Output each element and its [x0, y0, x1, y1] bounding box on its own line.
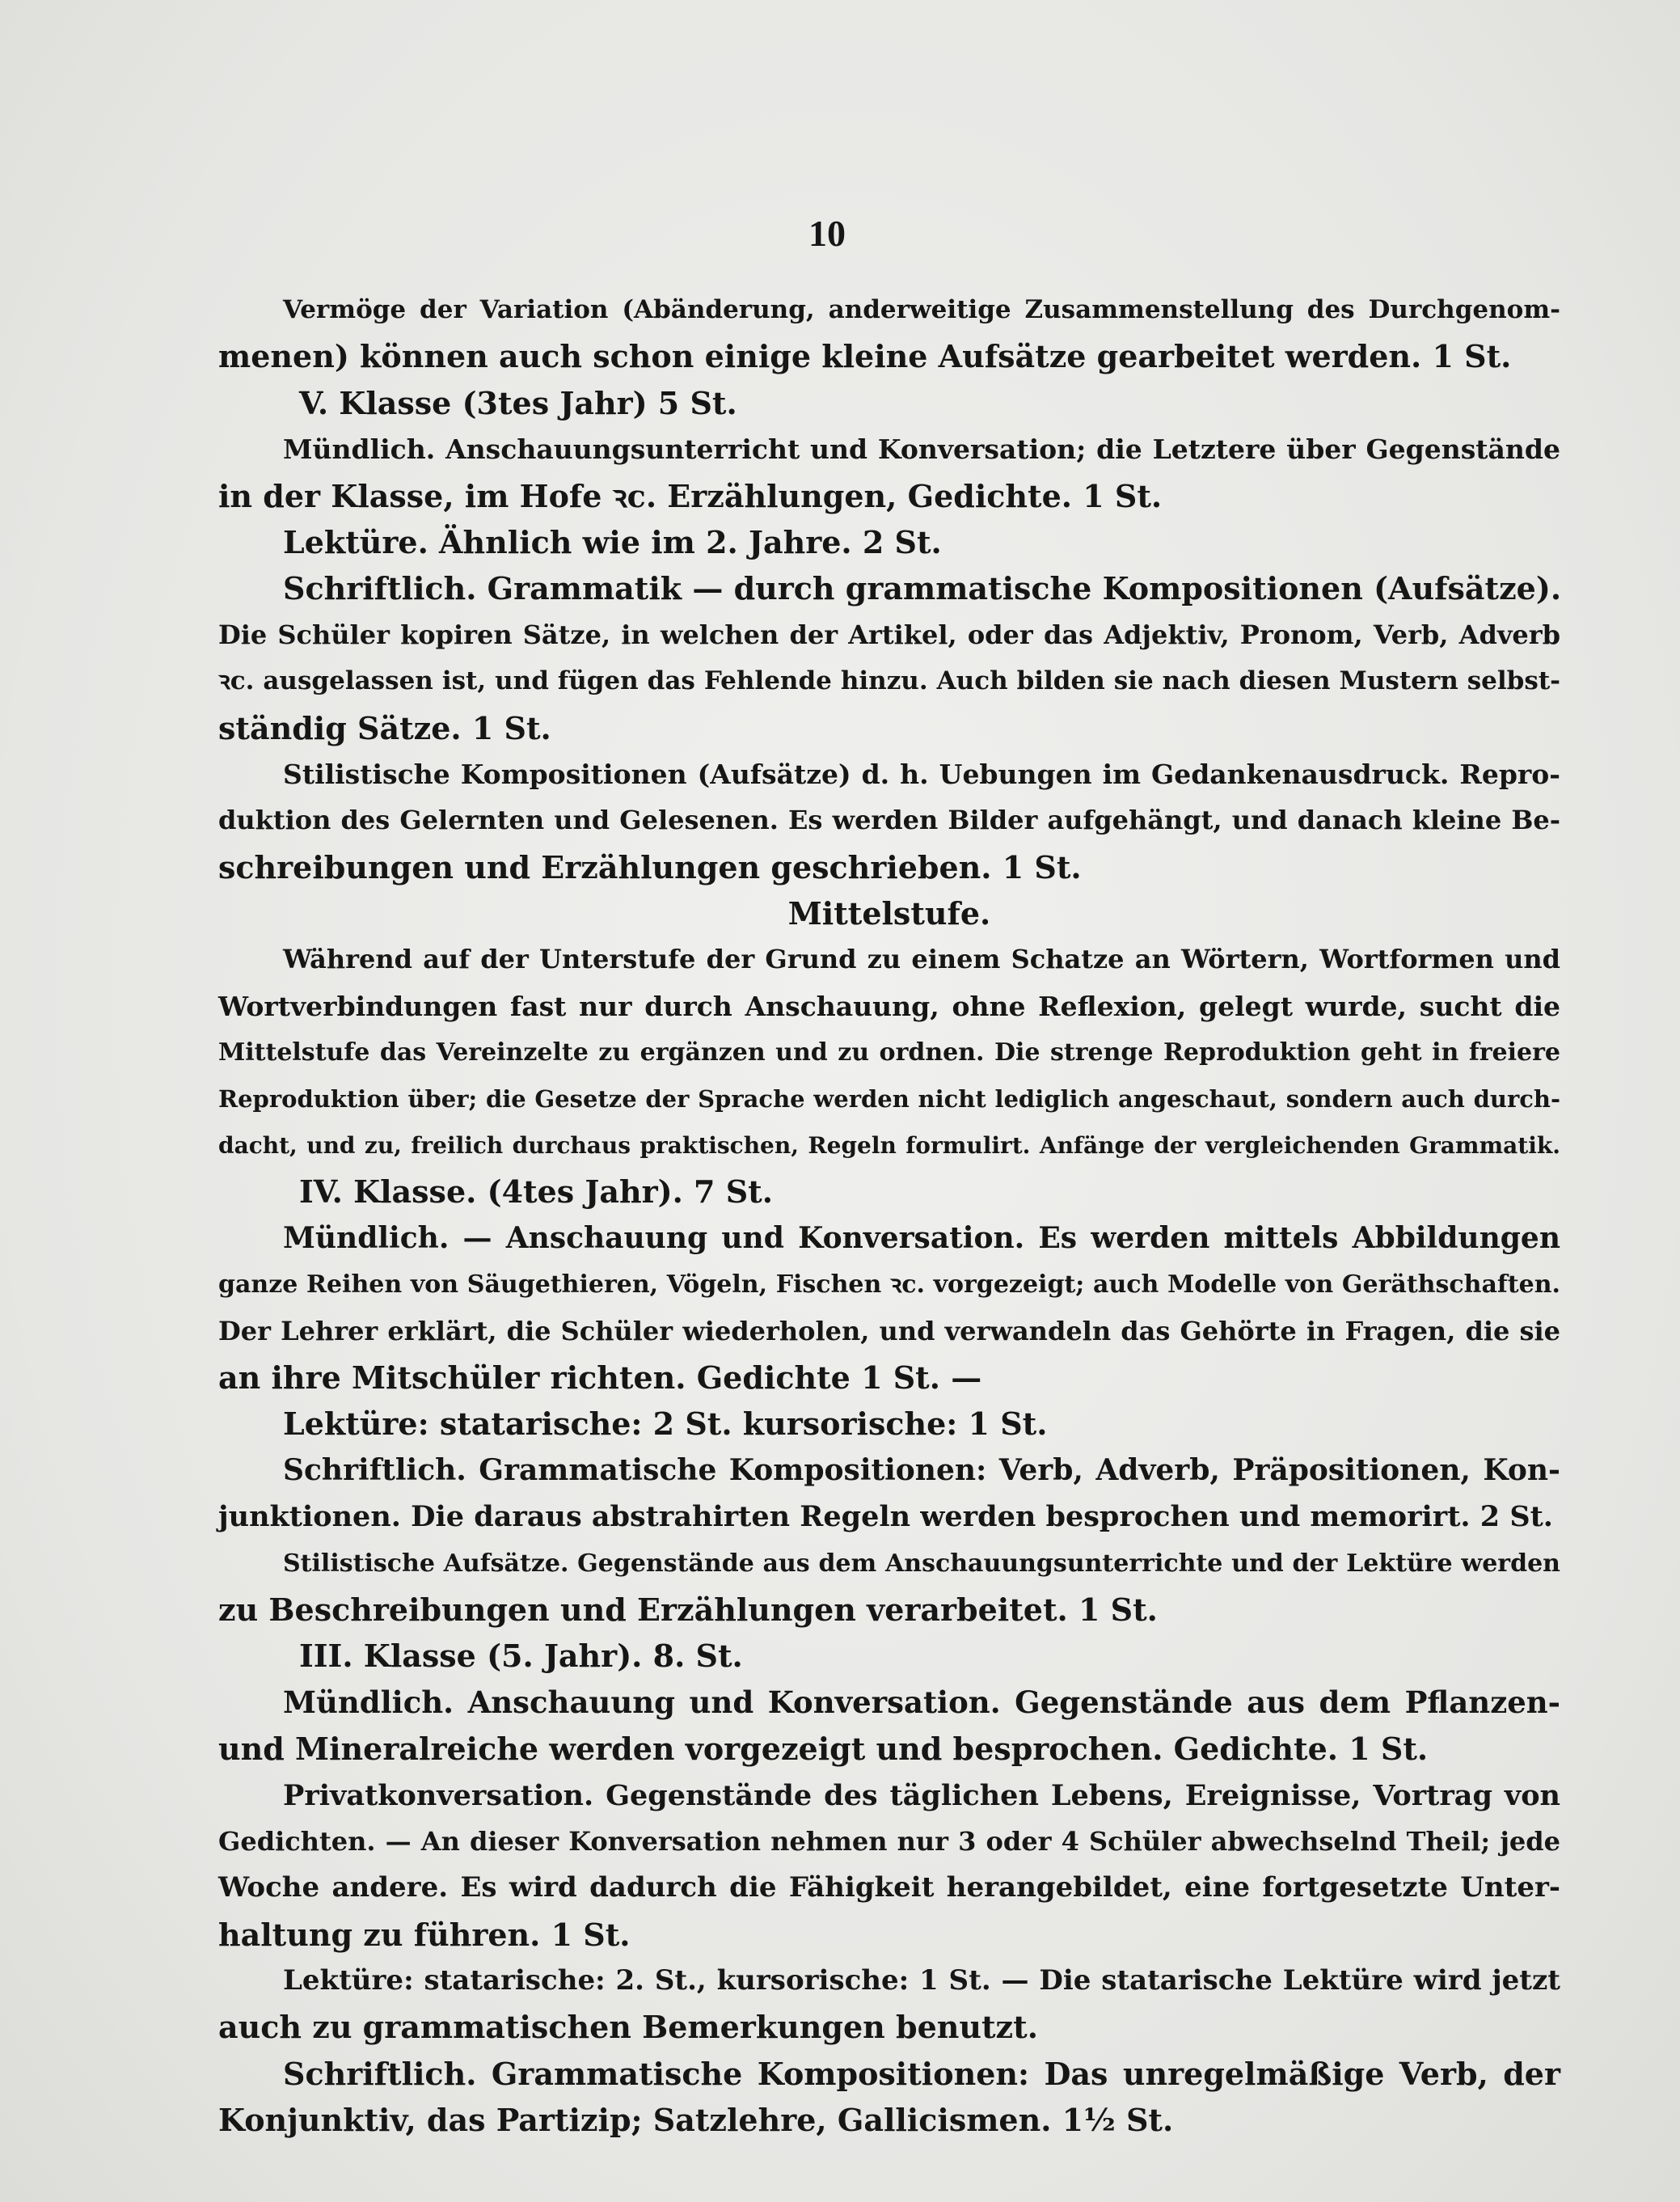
text-line: duktion des Gelernten und Gelesenen. Es werden Bilder aufgehängt, und danach kleine Be-	[218, 805, 1560, 836]
text-line: zu Beschreibungen und Erzählungen verarbeitet. 1 St.	[218, 1591, 1158, 1628]
text-line: und Mineralreiche werden vorgezeigt und besprochen. Gedichte. 1 St.	[218, 1731, 1429, 1768]
text-line: Schriftlich. Grammatische Kompositionen: Das unregelmäßige Verb, der	[283, 2055, 1560, 2092]
text-line: Lektüre. Ähnlich wie im 2. Jahre. 2 St.	[283, 523, 942, 560]
text-line: Während auf der Unterstufe der Grund zu einem Schatze an Wörtern, Wortformen und	[283, 944, 1560, 975]
text-line: Der Lehrer erklärt, die Schüler wiederholen, und verwandeln das Gehörte in Fragen, die sie	[218, 1315, 1560, 1346]
text-line: Lektüre: statarische: 2 St. kursorische: 1 St.	[283, 1405, 1048, 1443]
text-line: schreibungen und Erzählungen geschrieben. 1 St.	[218, 848, 1082, 885]
text-line: Mündlich. Anschauung und Konversation. Gegenstände aus dem Pflanzen-	[283, 1684, 1560, 1720]
text-line: Mündlich. Anschauungsunterricht und Konversation; die Letztere über Gegenstände	[283, 433, 1560, 466]
text-line: haltung zu führen. 1 St.	[218, 1916, 631, 1953]
body-text	[218, 287, 1560, 2144]
text-line: ꝛc. ausgelassen ist, und fügen das Fehlende hinzu. Auch bilden sie nach diesen Mustern selbst-	[218, 666, 1560, 696]
text-line: Wortverbindungen fast nur durch Anschauung, ohne Reflexion, gelegt wurde, sucht die	[218, 990, 1560, 1022]
text-line: an ihre Mitschüler richten. Gedichte 1 St. —	[218, 1359, 982, 1396]
text-line: ganze Reihen von Säugethieren, Vögeln, Fischen ꝛc. vorgezeigt; auch Modelle von Geräthschaften.	[218, 1270, 1560, 1300]
text-line: auch zu grammatischen Bemerkungen benutzt.	[218, 2009, 1038, 2046]
text-line: ständig Sätze. 1 St.	[218, 709, 551, 746]
text-line: dacht, und zu, freilich durchaus praktischen, Regeln formulirt. Anfänge der vergleichenden Grammatik.	[218, 1132, 1560, 1160]
page-number: 10	[808, 213, 846, 254]
text-line: Schriftlich. Grammatische Kompositionen: Verb, Adverb, Präpositionen, Kon-	[283, 1452, 1560, 1487]
text-line: junktionen. Die daraus abstrahirten Regeln werden besprochen und memorirt. 2 St.	[218, 1500, 1553, 1534]
text-line: Stilistische Aufsätze. Gegenstände aus dem Anschauungsunterrichte und der Lektüre werden	[283, 1549, 1560, 1578]
text-line: Woche andere. Es wird dadurch die Fähigkeit herangebildet, eine fortgesetzte Unter-	[218, 1871, 1560, 1904]
text-line: Gedichten. — An dieser Konversation nehmen nur 3 oder 4 Schüler abwechselnd Theil; jede	[218, 1825, 1560, 1857]
text-line: in der Klasse, im Hofe ꝛc. Erzählungen, Gedichte. 1 St.	[218, 477, 1163, 514]
text-line: Die Schüler kopiren Sätze, in welchen der Artikel, oder das Adjektiv, Pronom, Verb, Adverb	[218, 619, 1560, 650]
text-line: Konjunktiv, das Partizip; Satzlehre, Gallicismen. 1½ St.	[218, 2102, 1174, 2139]
text-line: Lektüre: statarische: 2. St., kursorische: 1 St. — Die statarische Lektüre wird jetzt	[283, 1964, 1560, 1997]
text-line: Mündlich. — Anschauung und Konversation. Es werden mittels Abbildungen	[283, 1220, 1560, 1255]
text-line: Mittelstufe das Vereinzelte zu ergänzen und zu ordnen. Die strenge Reproduktion geht in freiere	[218, 1038, 1560, 1067]
text-line: Privatkonversation. Gegenstände des täglichen Lebens, Ereignisse, Vortrag von	[283, 1778, 1560, 1812]
section-heading: V. Klasse (3tes Jahr) 5 St.	[299, 384, 737, 421]
text-line: menen) können auch schon einige kleine Aufsätze gearbeitet werden. 1 St.	[218, 338, 1512, 375]
text-line: Stilistische Kompositionen (Aufsätze) d. h. Uebungen im Gedankenausdruck. Repro-	[283, 758, 1560, 790]
section-heading: III. Klasse (5. Jahr). 8. St.	[299, 1638, 743, 1675]
text-line: Schriftlich. Grammatik — durch grammatische Kompositionen (Aufsätze).	[283, 570, 1562, 607]
section-heading: IV. Klasse. (4tes Jahr). 7 St.	[299, 1173, 773, 1211]
text-line: Vermöge der Variation (Abänderung, anderweitige Zusammenstellung des Durchgenom-	[283, 295, 1560, 324]
text-line: Reproduktion über; die Gesetze der Sprache werden nicht lediglich angeschaut, sondern auch durch-	[218, 1084, 1560, 1113]
section-heading: Mittelstufe.	[787, 895, 991, 932]
